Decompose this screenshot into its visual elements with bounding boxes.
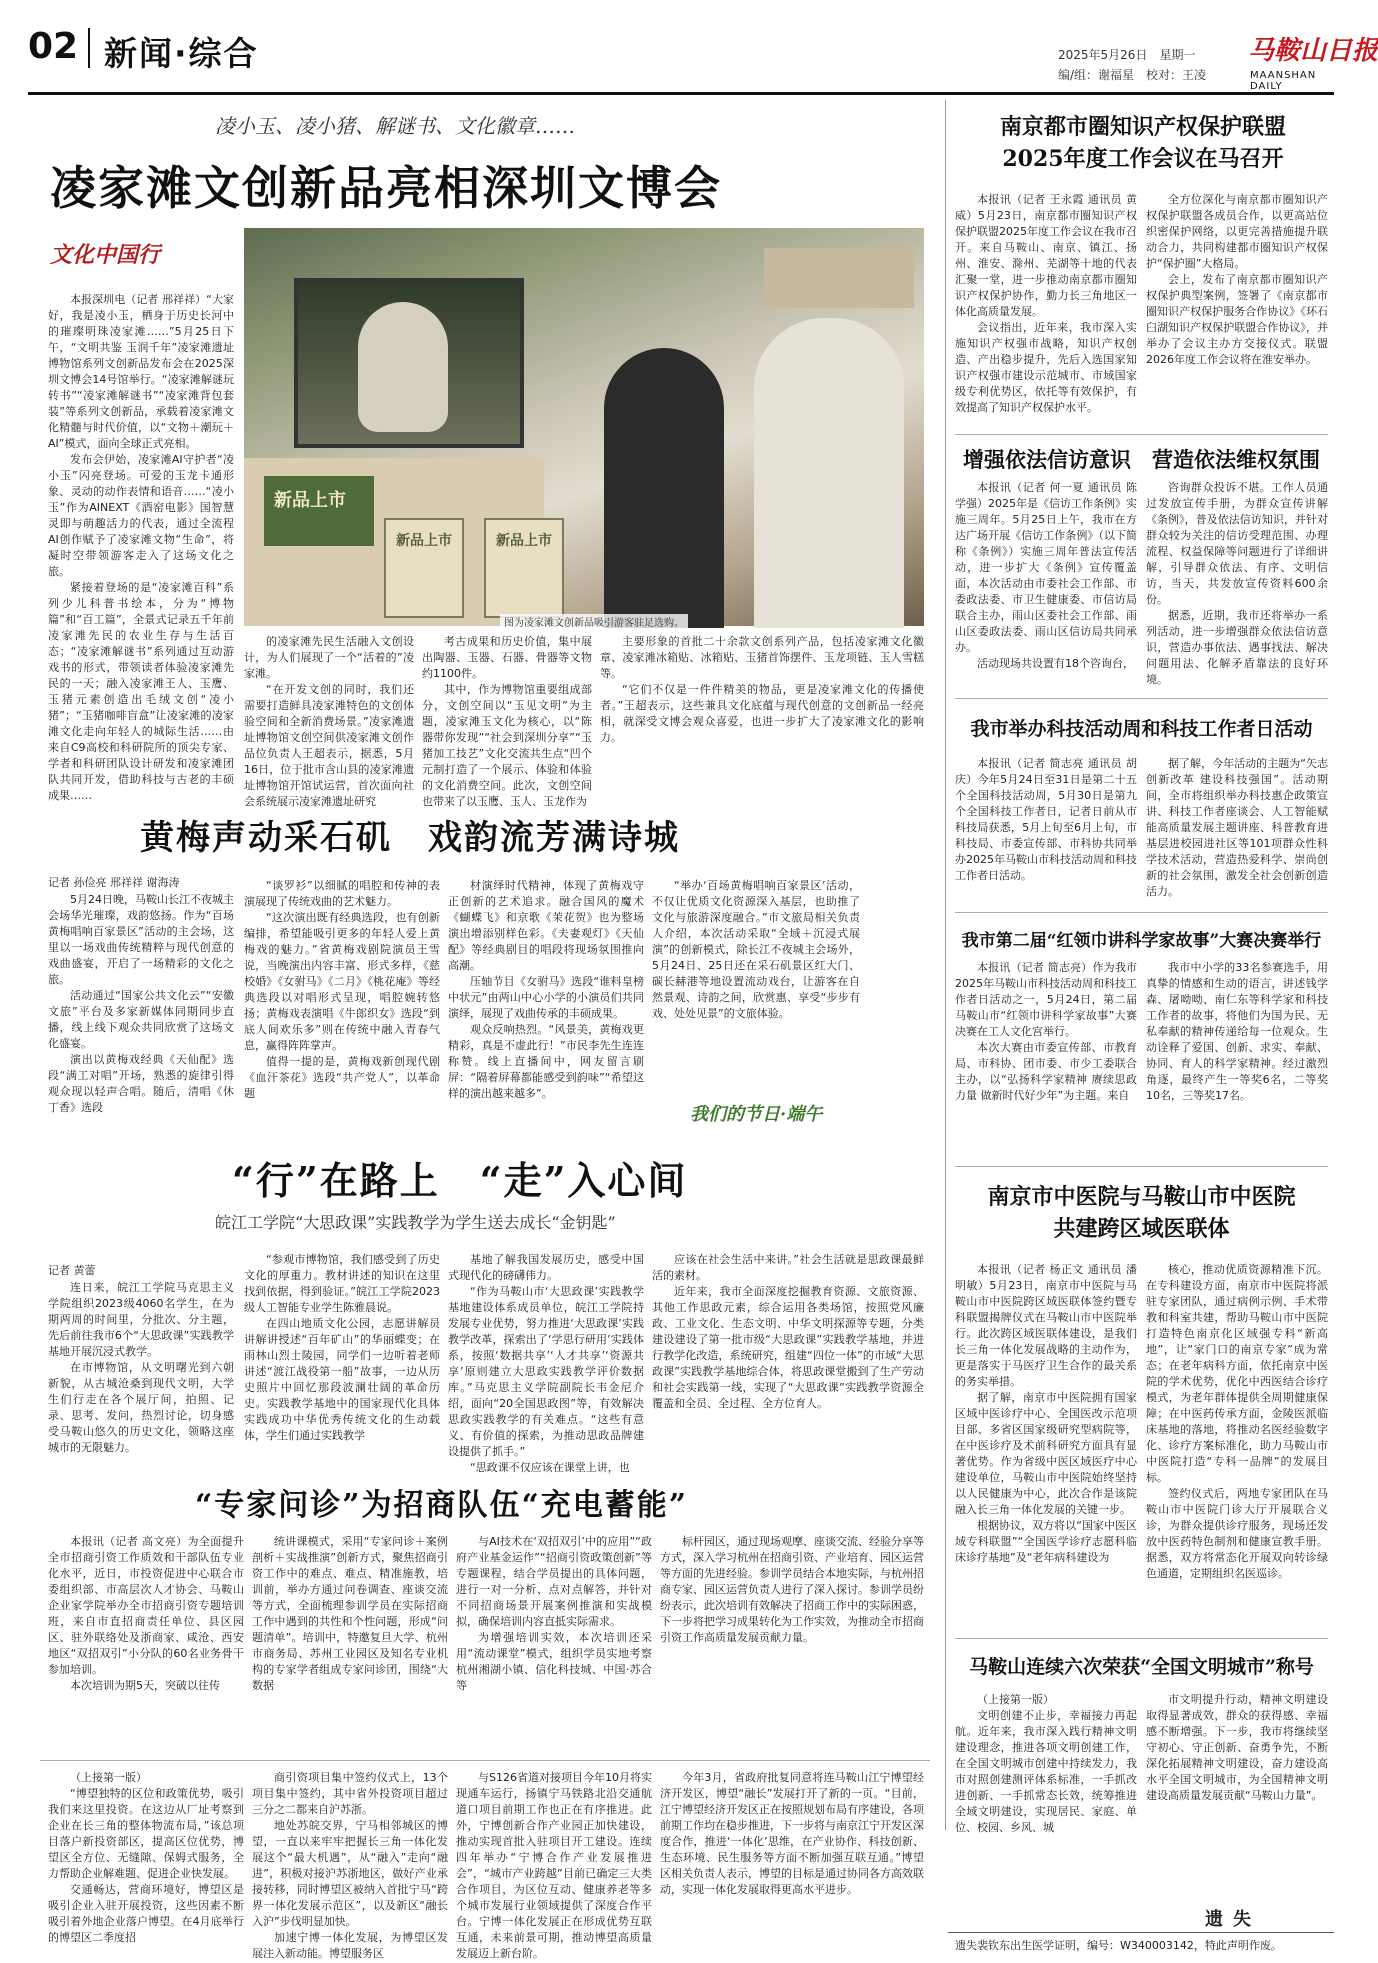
lead-body-col2: 的凌家滩先民生活融入文创设计，为人们展现了一个“活着的”凌家滩。 “在开发文创的同时，我们还需要打造鲜具凌家滩特色的文创体验空间和全新消费场景。”凌家滩遗址博物馆文创空间供凌家滩文创作品位负责人王超表示，据悉，5月16日，位于批市含山县的凌家滩遗址博物馆开馆试运营，首次面向社会系统展示凌家滩遗址研究 — [244, 635, 414, 808]
expert-headline: “专家问诊”为招商队伍“充电蓄能” — [195, 1488, 689, 1523]
section-title: 新闻·综合 — [104, 34, 259, 73]
red-scarf-body-col1: 本报讯（记者 简志亮）作为我市2025年马鞍山市科技活动周和科技工作者日活动之一，5月24日，第二届马鞍山市“红领巾讲科学家故事”大赛决赛在工人文化宫举行。 本次大赛由市委宣传部、市教育局、市科协、团市委、市少工委联合主办，以“弘扬科学家精神 赓续思政力量 做新时代好少年”为主题。来自 — [955, 961, 1137, 1102]
practice-subhead: 皖江工学院“大思政课”实践教学为学生送去成长“金钥匙” — [215, 1213, 616, 1232]
story-rule — [955, 1166, 1328, 1167]
date-line: 2025年5月26日 星期一 — [1058, 48, 1196, 62]
continued-body-col1: （上接第一版） “博望独特的区位和政策优势，吸引我们来这里投资。在这边从厂址考察到企业在长三角的整体物流布局，”该总项目落户新投资部区，提高区位优势，博望区全方位、无缝隙、保姆式服务，全力帮助企业解难题、促进企业快发展。 交通畅达，营商环境好，博望区是吸引企业入驻开展投资，这些因素不断吸引着外地企业落户博望。在4月底举行的博望区二季度招 — [48, 1771, 244, 1944]
header-rule — [28, 92, 1334, 95]
column-logo: 文化中国行 — [50, 242, 161, 268]
opera-body-col4: “举办‘百场黄梅唱响百家景区’活动，不仅让优质文化资源深入基层，也助推了文化与旅游深度融合。”市文旅局相关负责人介绍，本次活动采取“全域＋沉浸式展演”的创新模式，除长江不夜城主会场外，5月24日、25日还在采石矶景区红大门、碳长赫港等地设置流动戏台，让游客在自然景观、诗韵之间，欣赏惠、享受“步步有戏、处处见景”的文旅体验。 — [652, 879, 860, 1020]
expert-body-col4: 标杆园区，通过现场观摩、座谈交流、经验分享等方式，深入学习杭州在招商引资、产业培育、园区运营等方面的先进经验。参训学员结合本地实际，与杭州招商专家、园区运营负责人进行了深入探讨。参训学员纷纷表示，此次培训有效解决了招商工作中的实际困惑，下一步将把学习成果转化为工作实效，为推动全市招商引资工作高质量发展贡献力量。 — [660, 1535, 924, 1644]
opera-byline: 记者 孙俭亮 邢祥祥 谢海涛 — [48, 876, 180, 889]
photo-booth-sign: 新品上市 — [264, 476, 374, 546]
opera-body-col1: 5月24日晚，马鞍山长江不夜城主会场华光璀璨，戏韵悠扬。作为“百场黄梅唱响百家景区”活动的主会场，这里以一场戏曲传统精粹与现代创意的戏曲盛宴，开启了一场精彩的文化之旅。 活动通过“国家公共文化云”“安徽文旅”平台及多家新媒体同期同步直播，线上线下观众共同欣赏了这场文化盛宴。 演出以黄梅戏经典《天仙配》选段“满工对唱”开场，熟悉的旋律引得观众现以轻声合唱。随后，清唱《休丁香》选段 — [48, 893, 234, 1114]
opera-headline: 黄梅声动采石矶 戏韵流芳满诗城 — [140, 818, 680, 858]
expert-body-col3: 与AI技术在‘双招双引’中的应用”“政府产业基金运作”“招商引资政策创新”等专题课程，结合学员提出的具体问题，进行一对一分析、点对点解答，并针对不同招商场景开展案例推演和实战模拟，确保培训内容直抵实际需求。 为增强培训实效，本次培训还采用“流动课堂”模式，组织学员实地考察杭州湘湖小镇、信化科技城、中国·苏合等 — [456, 1535, 652, 1692]
red-scarf-body-col2: 我市中小学的33名参赛选手，用真挚的情感和生动的语言，讲述钱学森、屠呦呦、南仁东等科学家和科技工作者的故事，将他们为国为民、无私奉献的精神传递给每一位观众。生动诠释了爱国、创新、求实、奉献、协同、育人的科学家精神。经过激烈角逐，最终产生一等奖6名，二等奖10名，三等奖17名。 — [1146, 961, 1328, 1102]
tech-body-col2: 据了解，今年活动的主题为“矢志创新改革 建设科技强国”。活动期间，全市将组织举办科技惠企政策宣讲、科技工作者座谈会、人工智能赋能高质量发展主题讲座、科普教育进基层进校园进社区等101项群众性科学技术活动，营造热爱科学、崇尚创新的社会氛围，激发全社会创新创造活力。 — [1146, 757, 1328, 898]
lead-body-col4: 主要形象的首批二十余款文创系列产品，包括凌家滩文化徽章、凌家滩冰箱贴、冰箱贴、玉猪首饰摆件、玉龙项链、玉人雪糕等。 “它们不仅是一件件精美的物品，更是凌家滩文化的传播使者。”王超表示，这些兼具文化底蕴与现代创意的文创新品一经亮相，就深受文博会观众喜爱，也进一步扩大了凌家滩文化的影响力。 — [600, 635, 924, 744]
header-divider — [88, 28, 90, 68]
ip-body-col1: 本报讯（记者 王永霞 通讯员 黄威）5月23日，南京都市圈知识产权保护联盟2025年度工作会议在我市召开。来自马鞍山、南京、镇江、扬州、淮安、滁州、芜湖等十地的代表汇聚一堂，进一步推动南京都市圈知识产权保护协作，勤力长三角地区一体化高质量发展。 会议指出，近年来，我市深入实施知识产权强市战略，知识产权创造、产出稳步提升，先后入选国家知识产权强市建设示范城市、市域国家级专利优势区，依托等有效保护，有效提高了知识产权保护水平。 — [955, 193, 1137, 414]
photo-product-box: 新品上市 — [484, 518, 564, 618]
lead-kicker: 凌小玉、凌小猪、解谜书、文化徽章…… — [215, 114, 575, 138]
practice-body-col3: 基地了解我国发展历史，感受中国式现代化的磅礴伟力。 “作为马鞍山市‘大思政课’实践教学基地建设体系成员单位，皖江工学院持发展专业优势，努力推进‘大思政课’实践教学改革，探索出了‘学思行研用’实践体系，按照‘数据共享’‘人才共享’‘资源共享’原则建立大思政实践教学评价数据库。”马克思主义学院副院长韦金尼介绍，面向“20全国思政图”等，有效解决思政实践教学的有关难点。“这些有意义、有价值的探索，为推动思政品牌建设提供了抓手。” “思政课不仅应该在课堂上讲，也 — [448, 1253, 644, 1474]
practice-body-col4: 应该在社会生活中来讲。”社会生活就是思政课最鲜活的素材。 近年来，我市全面深度挖掘教育资源、文旅资源、其他工作思政元素，综合运用各类场馆，按照党风廉政、工业文化、生态文明、中华文明探源等专题，分类建设建设了第一批市级“大思政课”实践教学基地，并进行教学化改造，系统研究，组建“四位一体”的市域“大思政课”实践教学基地综合体，将思政课堂搬到了生产劳动和社会实践第一线，实现了“大思政课”实践教学资源全覆盖和全员、全过程、全方位育人。 — [652, 1253, 924, 1410]
civilized-body-col2: 市文明提升行动，精神文明建设取得显著成效，群众的获得感、幸福感不断增强。下一步，我市将继续坚守初心、守正创新、奋勇争先，不断深化拓展精神文明建设，奋力建设高水平全国文明城市，为全国精神文明建设高质量发展贡献“马鞍山力量”。 — [1146, 1693, 1328, 1802]
lead-headline: 凌家滩文创新品亮相深圳文博会 — [50, 161, 722, 215]
page-number: 02 — [28, 26, 79, 67]
expert-body-col1: 本报讯（记者 高文亮）为全面提升全市招商引资工作质效和干部队伍专业化水平，近日，市投资促进中心联合市委组织部、市高层次人才协会、马鞍山企业家学院举办全市招商引资专题培训班，来自市直招商责任单位、县区园区、驻外联络处及浙商家、咸沧、西安地区“双招双引”小分队的60名业务骨干参加培训。 本次培训为期5天，突破以往传 — [48, 1535, 244, 1692]
practice-headline: “行”在路上 “走”入心间 — [232, 1158, 688, 1203]
section-rule — [40, 1760, 930, 1761]
petition-body-col2: 咨询群众投诉不堪。工作人员通过发放宣传手册，为群众宣传讲解《条例》，普及依法信访知识，并针对群众较为关注的信访受理范围、办理流程、权益保障等问题进行了详细讲解，引导群众依法、有序、文明信访，当天，共发放宣传资料600余份。 据悉，近期，我市还将举办一系列活动，进一步增强群众依法信访意识，营造办事依法、遇事找法、解决问题用法、化解矛盾靠法的良好环境。 — [1146, 481, 1328, 686]
story-rule — [955, 698, 1328, 699]
lead-photo — [244, 228, 924, 626]
continued-body-col3: 与S126省道对接项目今年10月将实现通车运行，扬镇宁马铁路北沿交通航道口项目前期工作也正在有序推进。此外，宁博创新合作产业园正加快建设，推动实现首批入驻项目开工建设。连续四年举办“宁博合作产业发展推进会”，“城市产业跨越”目前已确定三大类合作项目，为区位互动、健康养老等多个城市发展行业领域提供了深度合作平台。宁博一体化发展正在形成优势互联互通，未来前景可期，推动博望高质量发展迈上新台阶。 — [456, 1771, 652, 1960]
lead-body-col1: 本报深圳电（记者 邢祥祥）“大家好，我是凌小玉，栖身于历史长河中的璀璨明珠凌家滩……”5月25日下午，“文明共鉴 玉润千年”凌家滩遗址博物馆系列文创新品发布会在2025深圳文博会14号馆举行。“凌家滩解谜玩转书”“凌家滩解谜书”“凌家滩背包套装”等系列文创新品，承载着凌家滩文化精髓与时代价值，以“文物＋潮玩＋AI”模式，面向全球正式亮相。 发布会伊始，凌家滩AI守护者“凌小玉”闪亮登场。可爱的玉龙卡通形象、灵动的动作表情和语音……“凌小玉”作为AINEXT《酒窑电影》国智慧灵即与萌趣活力的代表，通过全流程AI创作赋予了凌家滩文物“生命”，将凝时空带领游客走入了这场文化之旅。 紧接着登场的是“凌家滩百科”系列少儿科普书绘本，分为“博物篇”和“百工篇”，全景式记录五千年前凌家滩先民的农业生存与生活百态；“凌家滩解谜书”系列通过互动游戏书的形式，带领读者体验凌家滩先民的一天；融入凌家滩王人、玉鹰、玉猪元素创造出毛绒文创“凌小猪”；“玉猪咖啡盲盒”让凌家滩的凌家滩文化走向年轻人的城际生活……由来自C9高校和科研院所的顶尖专家、学者和科研团队设计研发和凌家滩团队共同开发，借助科技与古老的丰硕成果…… — [48, 293, 234, 802]
photo-person — [604, 348, 724, 628]
petition-headline: 增强依法信访意识 营造依法维权氛围 — [963, 447, 1320, 472]
red-scarf-headline: 我市第二届“红领巾讲科学家故事”大赛决赛举行 — [961, 931, 1322, 951]
photo-caption: 图为凌家滩文创新品吸引游客驻足选购。 — [500, 614, 688, 629]
tcm-headline-line2: 共建跨区域医联体 — [1053, 1216, 1230, 1242]
expert-body-col2: 统讲课模式，采用“专家问诊＋案例剖析＋实战推演”创新方式，聚焦招商引资工作中的难点、难点、精准施教，培训前，举办方通过问卷调查、座谈交流等方式，全面梳理参训学员在实际招商工作中遇到的共性和个性问题，形成“问题清单”。培训中，特邀复旦大学、杭州市商务局、苏州工业园区及知名专业机构的专家学者组成专家问诊团，围绕“大数据 — [252, 1535, 448, 1692]
tcm-headline-line1: 南京市中医院与马鞍山市中医院 — [987, 1184, 1296, 1210]
opera-body-col3: 材演绎时代精神，体现了黄梅戏守正创新的艺术追求。融合国风的魔术《蝴蝶飞》和京歌《茉花贺》也为整场演出增添别样色彩。《夫妻观灯》《天仙配》等经典剧目的唱段将现场氛围推向高潮。 压轴节目《女驸马》选段“谁料皇榜中状元”由两山中心小学的小演员们共同演绎，展现了戏曲传承的丰硕成果。 观众反响热烈。“风景美，黄梅戏更精彩，真是不虚此行！”市民李先生连连称赞。线上直播间中，网友留言刷屏：“隔着屏幕都能感受到韵味”“希望这样的演出越来越多”。 — [448, 879, 644, 1100]
tcm-body-col2: 核心，推动优质资源精准下沉。在专科建设方面，南京市中医院将派驻专家团队，通过病例示例、手术带教和科室共建，帮助马鞍山市中医院打造特色南京化区域强专科“新高地”，让“家门口的南京专家”成为常态；在老年病科方面，依托南京中医院的学术优势，优化中西医结合诊疗模式，为老年群体提供全周期健康保障；在中医药传承方面，金陵医派临床基地的落地，将推动名医经验数字化、诊疗方案标准化，助力马鞍山市中医院打造“专科一品牌”的发展目标。 签约仪式后，两地专家团队在马鞍山市中医院门诊大厅开展联合义诊，为群众提供诊疗服务，现场还发放中医药特色制剂和健康宣教手册。据悉，双方将常态化开展双向转诊绿色通道，定期组织名医巡诊。 — [1146, 1263, 1328, 1580]
tcm-body-col1: 本报讯（记者 杨正文 通讯员 潘明敏）5月23日，南京市中医院与马鞍山市中医院跨区域医联体签约暨专科联盟揭牌仪式在马鞍山市中医院举行。此次跨区域医联体建设，是我们长三角一体化发展战略的主动作为，更是落实于马医疗卫生合作的最关系的务实举措。 据了解，南京市中医院拥有国家区域中医诊疗中心、全国医改示范项目部、多省区国家级研究型病院等，在中医诊疗及术前科研究方面具有显著优势。作为省级中医区域医疗中心建设单位，马鞍山市中医院始终坚持以人民健康为中心，此次合作是该院融入长三角一体化发展的关键一步。 根据协议，双方将以“国家中医区域专科联盟”“全国医学诊疗志愿科临床诊疗基地”及“老年病科建设为 — [955, 1263, 1137, 1564]
newspaper-masthead: 马鞍山日报 — [1248, 36, 1378, 66]
tech-body-col1: 本报讯（记者 简志亮 通讯员 胡庆）今年5月24日至31日是第二十五个全国科技活动周，5月30日是第九个全国科技工作者日，记者日前从市科技局获悉，5月上旬至6月上旬，市科技局、市委宣传部、市科协共同举办2025年马鞍山市科技活动周和科技工作者日活动。 — [955, 757, 1137, 882]
festival-badge: 我们的节日·端午 — [690, 1104, 823, 1125]
practice-body-col1: 连日来，皖江工学院马克思主义学院组织2023级4060名学生，在为期两周的时间里，分批次、分主题，先后前往我市6个“大思政课”实践教学基地开展沉浸式教学。 在市博物馆，从文明曙光到六朝新貌，从古城沧桑到现代文明，大学生们行走在各个展厅间，拍照、记录、思考、发问，热烈讨论，切身感受马鞍山悠久的历史文化，领略这座城市的无限魅力。 — [48, 1281, 234, 1454]
photo-screen — [294, 278, 524, 448]
page-header — [28, 22, 1378, 92]
column-divider — [945, 100, 946, 1830]
ip-headline-line2: 2025年度工作会议在马召开 — [1002, 146, 1284, 172]
practice-byline: 记者 黄蕾 — [48, 1264, 96, 1277]
ip-headline-line1: 南京都市圈知识产权保护联盟 — [999, 114, 1286, 140]
ip-body-col2: 全方位深化与南京都市圈知识产权保护联盟各成员合作，以更高站位织密保护网络，以更完善措施提升联动合力，共同构建都市圈知识产权保护“保护圈”大格局。 会上，发布了南京都市圈知识产权保护典型案例，签署了《南京都市圈知识产权保护服务合作协议》《环石臼湖知识产权保护联盟合作协议》，并举办了会议主办方交接仪式。联盟2026年度工作会议将在淮安举办。 — [1146, 193, 1328, 366]
civilized-body-col1: （上接第一版） 文明创建不止步，幸福接力再起航。近年来，我市深入践行精神文明建设理念，推进各项文明创建工作，在全国文明城市创建中持续发力，我市对照创建测评体系标准，一手抓改进创新、一手抓常态长效，统筹推进全域文明建设，实现居民、家庭、单位、校园、乡风、城 — [955, 1693, 1137, 1834]
opera-body-col2: “谈罗衫”以细腻的唱腔和传神的表演展现了传统戏曲的艺术魅力。 “这次演出既有经典选段，也有创新编排，希望能吸引更多的年轻人爱上黄梅戏的魅力。”省黄梅戏剧院演员王雪说，当晚演出内容丰富、形式多样，《慈校婚》《女驸马》《二月》《桃花庵》等经典选段以对唱形式呈现，唱腔婉转悠扬；黄梅戏表演唱《牛郎织女》选段“到底人间欢乐多”则在传统中融入青春气息，赢得阵阵掌声。 值得一提的是，黄梅戏新创现代剧《血汗茶花》选段“共产党人”，以革命题 — [244, 879, 440, 1100]
lost-notice-rule — [948, 1932, 1334, 1933]
lead-body-col3: 考古成果和历史价值，集中展出陶器、玉器、石器、骨器等文物约1100件。 其中，作为博物馆重要组成部分，文创空间以“玉见文明”为主题，凌家滩玉文化为核心，以“陈器带你发现”“社会到深圳分享”“玉猪加工技艺”文化交流共生点“凹个元制打造了一个展示、体验和体验的文化消费空间。此次，文创空间也带来了以玉鹰、玉人、玉龙作为 — [422, 635, 592, 808]
editor-line: 编/组：谢福星 校对：王凌 — [1058, 68, 1207, 82]
practice-body-col2: “参观市博物馆，我们感受到了历史文化的厚重力。教材讲述的知识在这里找到依据，得到验证。”皖江工学院2023级人工智能专业学生陈雅晨说。 在四山地质文化公园，志愿讲解员讲解讲授述“百年矿山”的华丽蝶变；在雨林山烈士陵园，同学们一边听着老师讲述“渡江战役第一船”故事，一边从历史照片中回忆那段波澜壮阔的革命历史。实践教学基地中的国家现代化具体实践成功中华优秀传统文化的生动载体，学生们通过实践教学 — [244, 1253, 440, 1442]
photo-product-box: 新品上市 — [384, 518, 464, 618]
lost-notice-text: 遗失裴钦东出生医学证明，编号：W340003142，特此声明作废。 — [955, 1939, 1282, 1952]
photo-person — [754, 318, 904, 628]
continued-body-col4: 今年3月，省政府批复同意将连马鞍山江宁博望经济开发区，博望“融长”发展打开了新的一页。“目前，江宁博望经济开发区正在按照规划布局有序建设，各项前期工作均在稳步推进，下一步将与南京江宁开发区深度合作，推进‘一体化’思维，在产业协作、科技创新、生态环境、民生服务等方面不断加强互联互通。”博望区相关负责人表示，博望的目标是通过协同各方高效联动，实现一体化发展取得更高水平进步。 — [660, 1771, 924, 1896]
story-rule — [955, 1638, 1328, 1639]
continued-body-col2: 商引资项目集中签约仪式上，13个项目集中签约，其中省外投资项目超过三分之二都来自沪苏浙。 地处苏皖交界，宁马相邻城区的博望，一直以来牢牢把握长三角一体化发展这个“最大机遇”，从“融入”走向“融进”，积极对接沪苏浙地区，做好产业承接转移，同时博望区被纳入首批宁马“跨界一体化发展示范区”，以及新区“融长入沪”步伐明显加快。 加速宁博一体化发展，为博望区发展注入新动能。博望服务区 — [252, 1771, 448, 1960]
lost-notice-label: 遗失 — [1205, 1909, 1261, 1930]
photo-shelf — [764, 248, 914, 308]
story-rule — [955, 912, 1328, 913]
petition-body-col1: 本报讯（记者 何一夏 通讯员 陈学强）2025年是《信访工作条例》实施三周年。5月25日上午，我市在方达广场开展《信访工作条例》（以下简称《条例》）实施三周年普法宣传活动，进一步扩大《条例》宣传覆盖面，本次活动由市委社会工作部、市委政法委、市卫生健康委、市信访局联合主办，雨山区委社会工作部、雨山区委政法委、雨山区信访局共同承办。 活动现场共设置有18个咨询台， — [955, 481, 1137, 670]
civilized-city-headline: 马鞍山连续六次荣获“全国文明城市”称号 — [969, 1656, 1314, 1678]
newspaper-masthead-en: MAANSHAN DAILY — [1250, 70, 1317, 92]
story-rule — [955, 434, 1328, 435]
tech-headline: 我市举办科技活动周和科技工作者日活动 — [970, 718, 1313, 740]
